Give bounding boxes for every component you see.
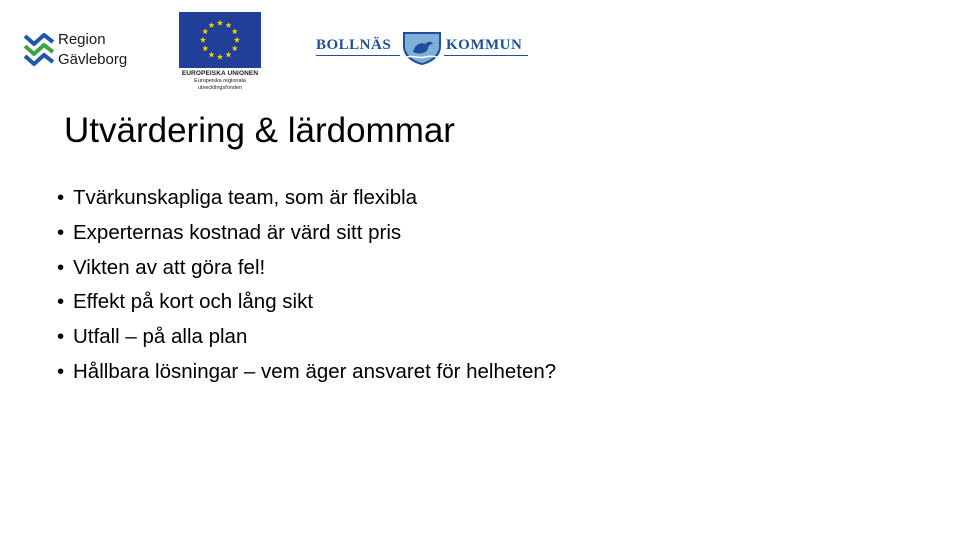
list-item xyxy=(57,320,556,355)
list-item xyxy=(57,355,556,390)
bollnas-shield-icon xyxy=(401,30,443,66)
bullet-text: Vikten av att göra fel! xyxy=(73,255,266,279)
bollnas-underline-left xyxy=(316,55,400,56)
region-name-line2: Gävleborg xyxy=(58,51,128,68)
bullet-dot: • xyxy=(57,290,65,314)
bullet-text: Utfall – på alla plan xyxy=(73,325,248,349)
slide-title: Utvärdering & lärdommar xyxy=(64,111,455,150)
eu-flag-icon xyxy=(179,12,261,68)
eu-subtitle-line2: utvecklingsfonden xyxy=(197,85,243,91)
eu-subtitle-line1: Europeiska regionala xyxy=(194,78,246,84)
bullet-text: Hållbara lösningar – vem äger ansvaret för helheten? xyxy=(73,359,557,383)
bullet-text: Experternas kostnad är värd sitt pris xyxy=(73,220,402,244)
bullet-text: Tvärkunskapliga team, som är flexibla xyxy=(73,186,418,209)
region-gavleborg-logo xyxy=(24,30,154,72)
region-wave-icon xyxy=(24,32,54,68)
bullet-dot: • xyxy=(57,220,65,244)
list-item xyxy=(57,285,556,320)
bullet-list xyxy=(57,181,556,390)
kommun-word: KOMMUN xyxy=(446,37,523,53)
region-name-line1: Region xyxy=(58,31,106,48)
list-item xyxy=(57,181,556,216)
bullet-dot: • xyxy=(57,186,65,209)
list-item xyxy=(57,251,556,286)
eu-logo xyxy=(177,12,263,96)
bullet-dot: • xyxy=(57,325,65,349)
list-item xyxy=(57,216,556,251)
bollnas-underline-right xyxy=(444,55,528,56)
bullet-dot: • xyxy=(57,359,65,383)
bollnas-word: BOLLNÄS xyxy=(316,37,392,53)
eu-title: EUROPEISKA UNIONEN xyxy=(181,70,259,77)
bullet-dot: • xyxy=(57,255,65,279)
bullet-text: Effekt på kort och lång sikt xyxy=(73,290,314,314)
bollnas-kommun-logo xyxy=(316,30,528,66)
